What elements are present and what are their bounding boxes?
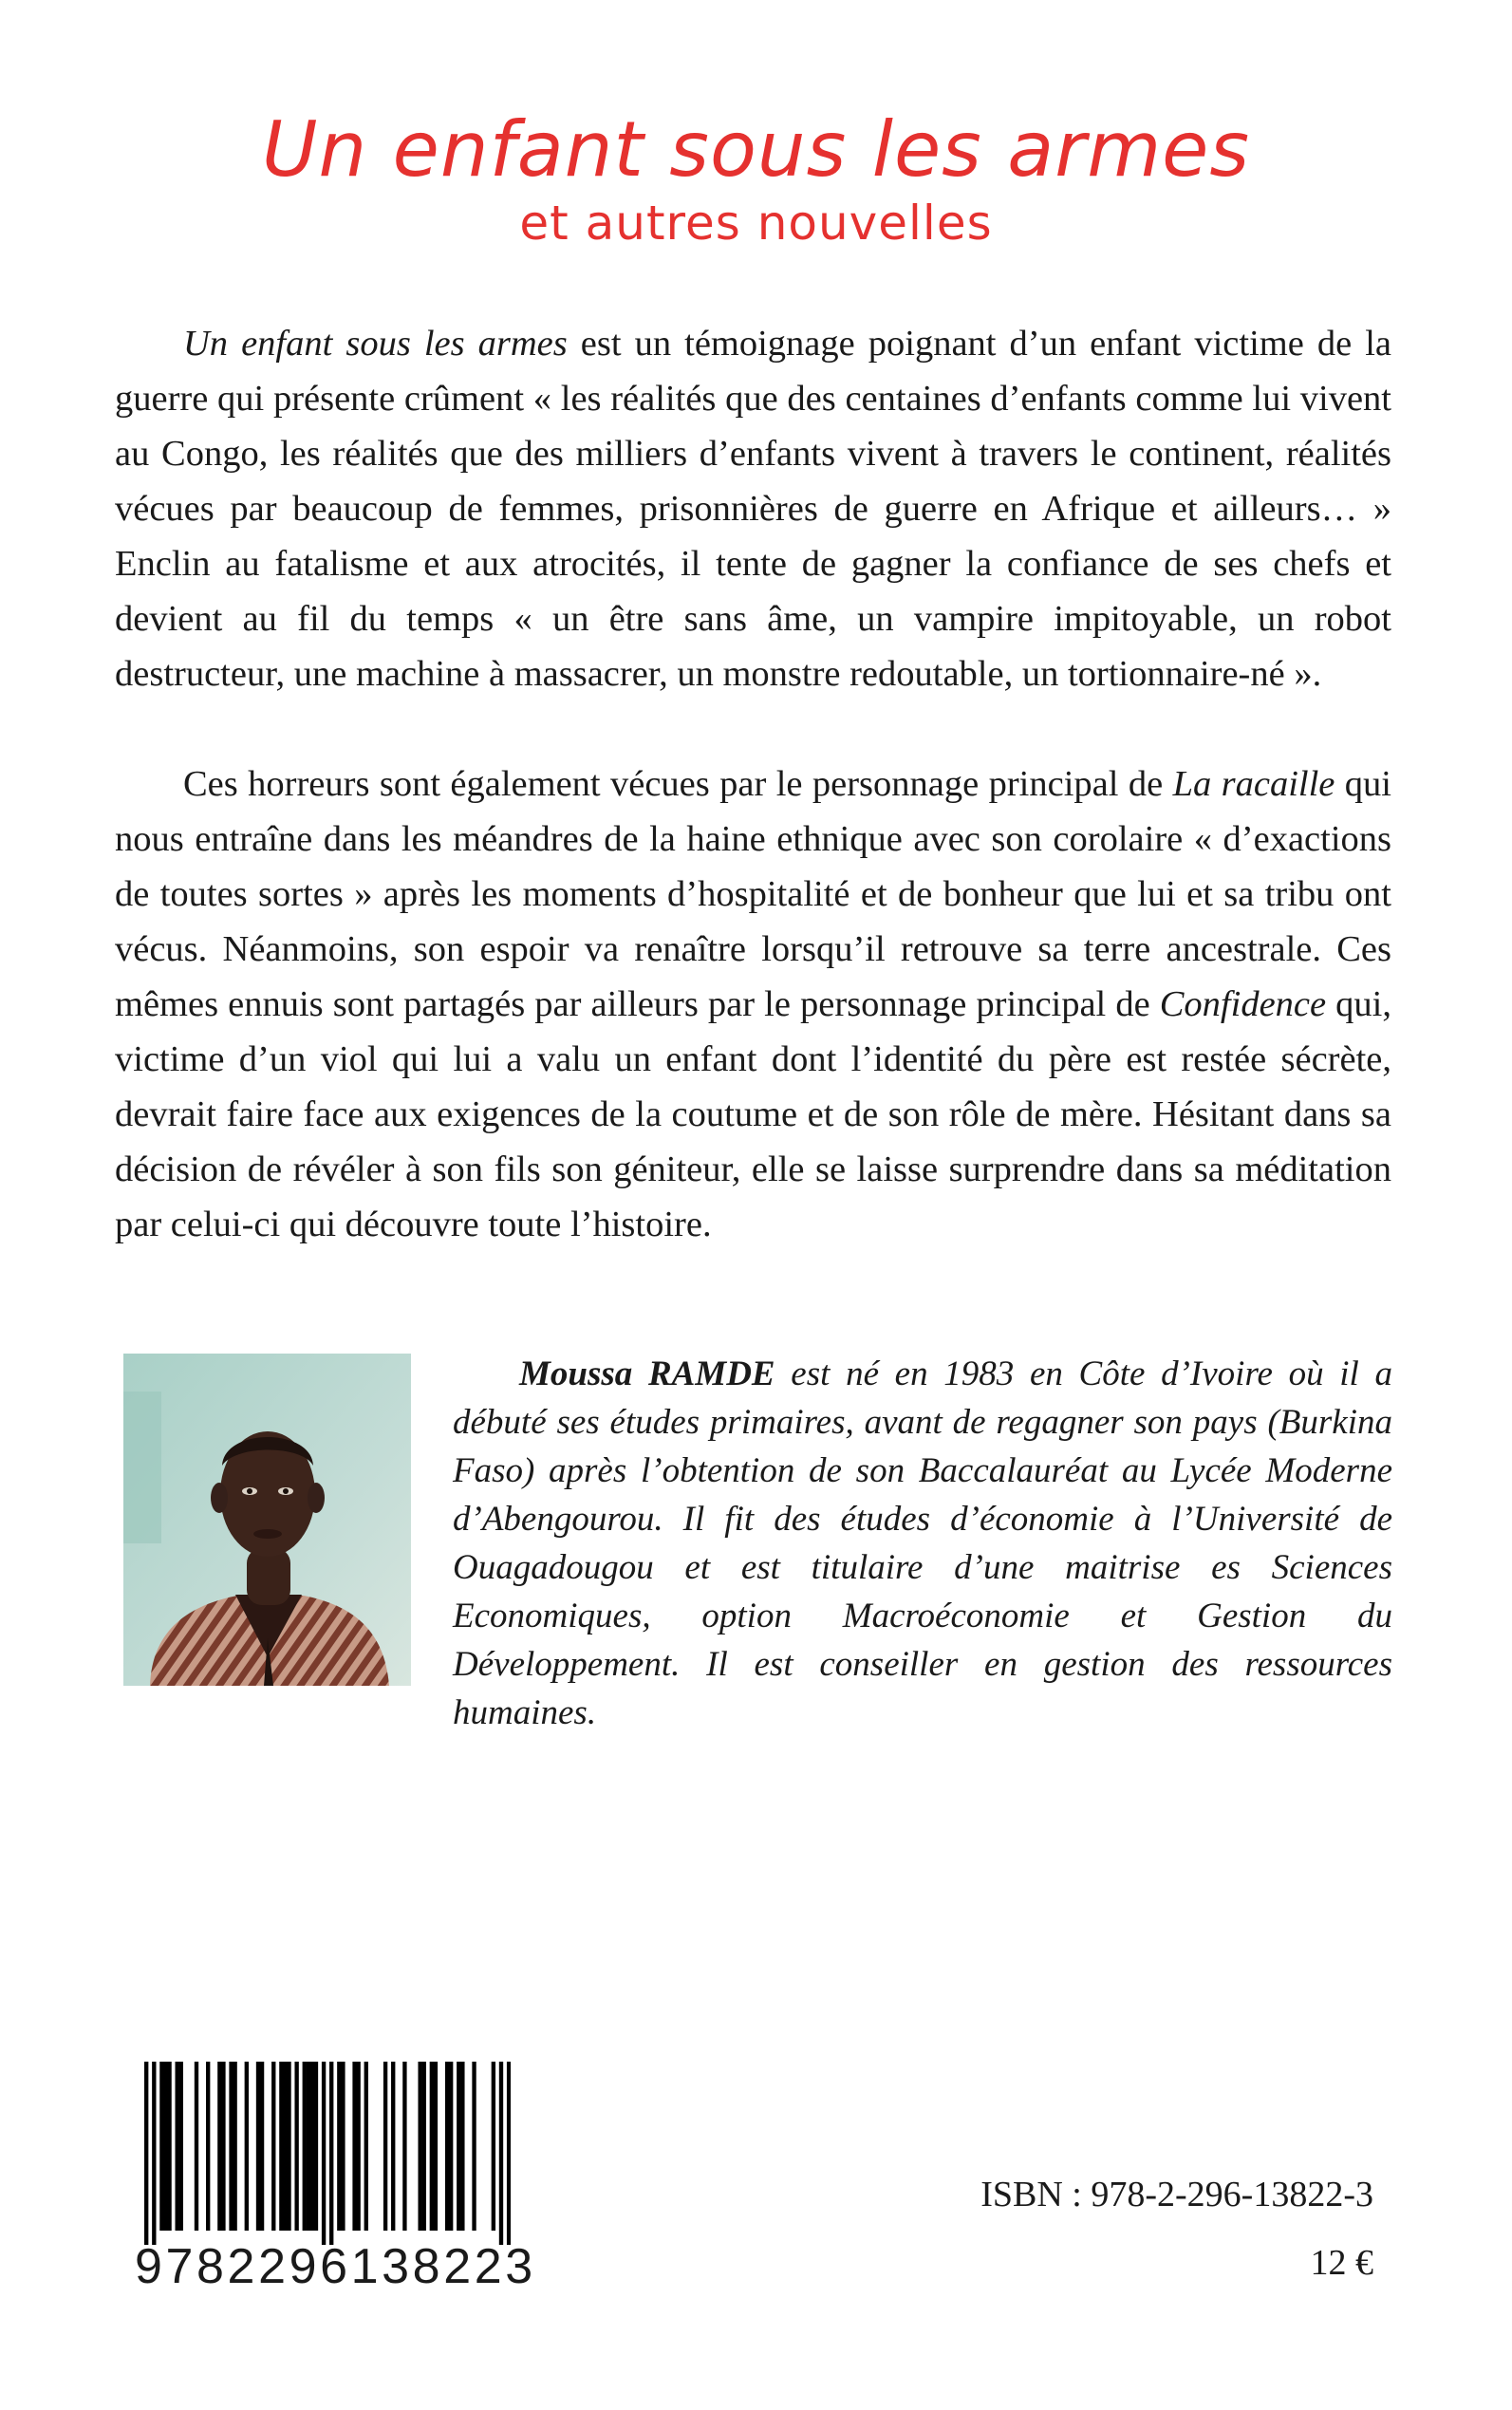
barcode-bar: [402, 2062, 406, 2231]
blurb-text: qui, victime d’un viol qui lui a valu un enfant dont l’identité du père est restée sécrète, devrait faire face aux exigences de la coutume et de son rôle de mère. Hésitant dans sa décision de révéler à son fils son géniteur, elle se laisse surprendre dans sa méditation par celui-ci qui découvre toute l’histoire.: [115, 984, 1391, 1244]
barcode-bar: [322, 2062, 326, 2245]
barcode-bar: [221, 2062, 225, 2231]
barcode-digits: 9782296138223: [135, 2239, 536, 2294]
barcode-bar: [499, 2062, 503, 2245]
barcode: [144, 2062, 511, 2245]
barcode-bar: [294, 2062, 298, 2231]
book-title: Un enfant sous les armes: [261, 105, 1251, 194]
isbn: ISBN : 978-2-296-13822-3: [980, 2175, 1373, 2214]
price: 12 €: [1310, 2243, 1373, 2283]
barcode-bar: [233, 2062, 236, 2231]
barcode-bar: [352, 2062, 356, 2231]
barcode-bar: [229, 2062, 233, 2231]
barcode-bar: [179, 2062, 183, 2231]
barcode-bar: [507, 2062, 511, 2245]
barcode-bar: [307, 2062, 310, 2231]
barcode-bar: [457, 2062, 460, 2231]
blurb-paragraph-2: [115, 757, 1391, 1252]
barcode-bar: [256, 2062, 260, 2231]
barcode-bar: [460, 2062, 464, 2231]
barcode-bar: [163, 2062, 167, 2231]
barcode-bar: [434, 2062, 438, 2231]
barcode-bar: [176, 2062, 179, 2231]
barcode-bar: [260, 2062, 264, 2231]
barcode-bar: [449, 2062, 453, 2231]
barcode-bar: [245, 2062, 249, 2231]
barcode-bar: [383, 2062, 387, 2231]
barcode-bar: [314, 2062, 318, 2231]
barcode-bar: [287, 2062, 290, 2231]
barcode-bar: [303, 2062, 307, 2231]
barcode-bar: [422, 2062, 426, 2231]
barcode-bar: [195, 2062, 198, 2231]
blurb-paragraph-1: [115, 316, 1391, 701]
barcode-bar: [492, 2062, 495, 2231]
title-reference: Confidence: [1159, 984, 1327, 1024]
barcode-bar: [329, 2062, 333, 2245]
blurb-text: est un témoignage poignant d’un enfant victime de la guerre qui présente crûment « les réalités que des centaines d’enfants comme lui vivent au Congo, les réalités que des milliers d’enfants vivent à travers le continent, réalités vécues par beaucoup de femmes, prisonnières de guerre en Afrique et ailleurs… » Enclin au fatalisme et aux atrocités, il tente de gagner la confiance de ses chefs et devient au fil du temps « un être sans âme, un vampire impitoyable, un robot destructeur, une machine à massacrer, un monstre redoutable, un tortionnaire-né ».: [115, 324, 1392, 694]
barcode-bar: [206, 2062, 210, 2231]
barcode-bar: [217, 2062, 221, 2231]
title-reference: La racaille: [1172, 764, 1335, 804]
barcode-bar: [391, 2062, 395, 2231]
barcode-bar: [152, 2062, 156, 2245]
barcode-bar: [472, 2062, 476, 2231]
title-reference: Un enfant sous les armes: [183, 324, 568, 364]
author-bio: [453, 1350, 1392, 1737]
barcode-bar: [341, 2062, 345, 2231]
barcode-bar: [356, 2062, 360, 2231]
barcode-bar: [283, 2062, 287, 2231]
barcode-bar: [337, 2062, 341, 2231]
barcode-bar: [279, 2062, 283, 2231]
author-bio-text: est né en 1983 en Côte d’Ivoire où il a débuté ses études primaires, avant de regagner son pays (Burkina Faso) après l’obtention de son Baccalauréat au Lycée Moderne d’Abengourou. Il fit des études d’économie à l’Université de Ouagadougou et est titulaire d’une maitrise es Sciences Economiques, option Macroéconomie et Gestion du Développement. Il est conseiller en gestion des ressources humaines.: [453, 1354, 1392, 1732]
barcode-bar: [430, 2062, 434, 2231]
barcode-bar: [310, 2062, 314, 2231]
barcode-bar: [159, 2062, 163, 2231]
blurb-text: qui nous entraîne dans les méandres de la haine ethnique avec son corolaire « d’exactions de toutes sortes » après les moments d’hospitalité et de bonheur que lui et sa tribu ont vécus. Néanmoins, son espoir va renaître lorsqu’il retrouve sa terre ancestrale. Ces mêmes ennuis sont partagés par ailleurs par le personnage principal de: [115, 764, 1391, 1024]
barcode-bar: [144, 2062, 148, 2245]
blurb-text: Ces horreurs sont également vécues par le personnage principal de: [183, 764, 1173, 804]
author-name: Moussa RAMDE: [519, 1354, 775, 1393]
barcode-bar: [418, 2062, 421, 2231]
barcode-bar: [364, 2062, 368, 2231]
book-subtitle: et autres nouvelles: [519, 196, 993, 251]
barcode-bar: [445, 2062, 449, 2231]
barcode-bar: [167, 2062, 171, 2231]
barcode-bar: [271, 2062, 275, 2231]
author-photo: [123, 1354, 411, 1686]
